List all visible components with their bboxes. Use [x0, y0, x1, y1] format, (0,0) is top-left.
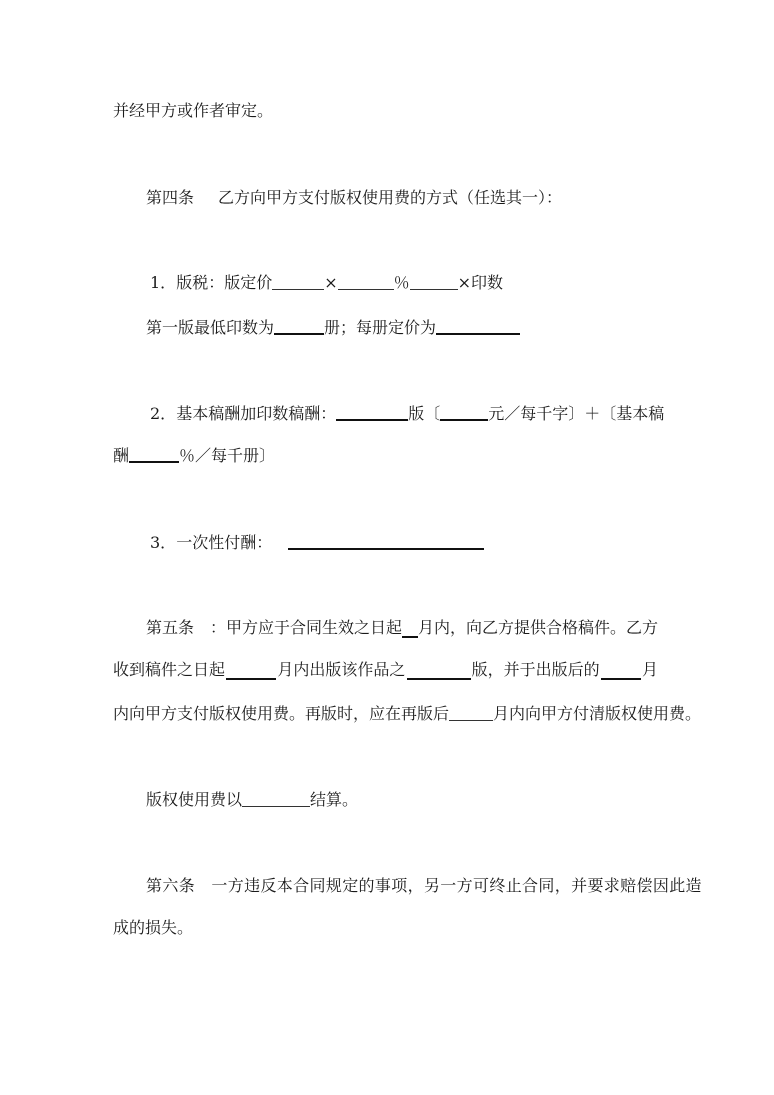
item-text: ％／每千册〕: [179, 446, 276, 465]
article-text: 月内，向乙方提供合格稿件。乙方: [417, 618, 658, 637]
blank-field-edition[interactable]: [407, 662, 471, 680]
clause-text: 版权使用费以: [146, 790, 243, 809]
blank-field-edition-fee[interactable]: [336, 403, 408, 421]
item-number: 1．: [150, 273, 177, 292]
blank-field-per-thousand-chars[interactable]: [440, 403, 488, 421]
item-text: 版〔: [408, 404, 441, 423]
item-text: 元／每千字〕＋〔基本稿: [488, 404, 665, 423]
blank-field-manuscript-months[interactable]: [402, 620, 418, 638]
item-text: 基本稿酬加印数稿酬：: [176, 404, 337, 423]
article-4-heading: [146, 188, 562, 208]
article-5-line-3: [113, 704, 701, 724]
paragraph-continuation: [113, 101, 273, 121]
article-text: 第六条 一方违反本合同规定的事项，另一方可终止合同，并要求赔偿因此造: [146, 876, 702, 895]
article-text: 收到稿件之日起: [113, 660, 226, 679]
article-text: 第五条 ：甲方应于合同生效之日起: [146, 618, 403, 637]
article-text: 月内出版该作品之: [277, 660, 406, 679]
item-text: 酬: [113, 446, 130, 465]
option-3-lump-sum: [150, 532, 484, 553]
article-text: 内向甲方支付版权使用费。再版时，应在再版后: [113, 704, 450, 723]
blank-field-settlement-method[interactable]: [242, 790, 310, 807]
blank-field-price[interactable]: [272, 273, 324, 290]
item-text: 第一版最低印数为: [146, 318, 275, 337]
blank-field-rate[interactable]: [338, 273, 394, 290]
article-text: 月内向甲方付清版权使用费。: [493, 704, 702, 723]
item-text: 版税：版定价: [176, 273, 273, 292]
blank-field-extra[interactable]: [410, 273, 458, 290]
article-text: 成的损失。: [113, 918, 194, 937]
multiply-sign: ×: [324, 273, 338, 292]
blank-field-pay-months[interactable]: [601, 662, 641, 680]
paragraph-text: 并经甲方或作者审定。: [113, 101, 274, 120]
clause-text: 结算。: [310, 790, 359, 809]
article-6-line-1: [146, 876, 702, 896]
item-text: 册；每册定价为: [324, 318, 437, 337]
settlement-clause: [146, 790, 358, 810]
item-number: 2．: [150, 404, 177, 423]
article-text: 月: [641, 660, 658, 679]
article-number: 第四条: [146, 188, 195, 207]
blank-field-print-rate[interactable]: [129, 445, 179, 463]
article-5-line-2: [113, 660, 658, 680]
option-1-royalty: [150, 273, 503, 293]
percent-sign: ％: [393, 273, 410, 292]
option-2-continuation: [113, 445, 275, 466]
article-text: 版，并于出版后的: [471, 660, 600, 679]
blank-field-min-print[interactable]: [274, 317, 324, 335]
option-2-basic-fee: [150, 403, 664, 424]
article-6-line-2: [113, 918, 193, 938]
item-number: 3．: [150, 533, 177, 552]
article-text: 乙方向甲方支付版权使用费的方式（任选其一）：: [218, 188, 563, 207]
blank-field-publish-months[interactable]: [226, 662, 276, 680]
blank-field-reprint-months[interactable]: [449, 704, 493, 721]
article-5-line-1: [146, 618, 658, 638]
item-text: 一次性付酬：: [176, 533, 273, 552]
blank-field-unit-price[interactable]: [436, 317, 520, 335]
item-text-tail: ×印数: [457, 273, 504, 292]
option-1-detail: [146, 317, 520, 338]
blank-field-lump-sum[interactable]: [288, 532, 484, 550]
